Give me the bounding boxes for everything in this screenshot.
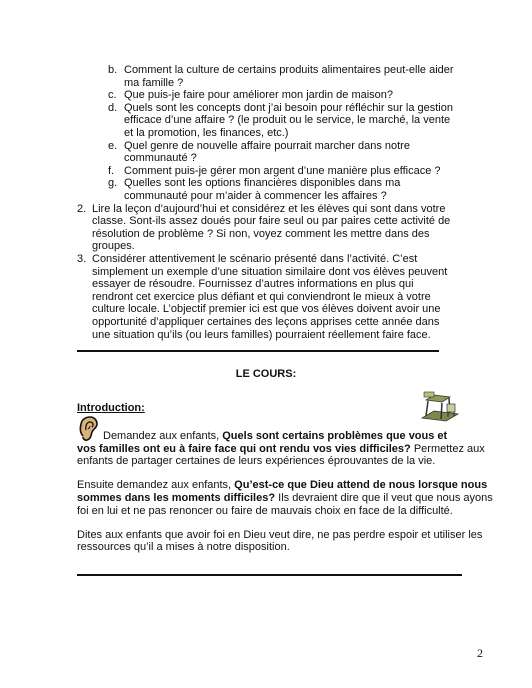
list-item-line: opportunité d’appliquer certaines des leçons apprises cette année dans: [92, 316, 440, 328]
sub-item-line: ma famille ?: [124, 76, 184, 89]
para1-line2: vos familles ont eu à faire face qui ont rendu vos vies difficiles? Permettez aux: [77, 442, 485, 455]
list-number: 2.: [77, 202, 87, 215]
list-item-line: Considérer attentivement le scénario présenté dans l’activité. C’est: [92, 253, 418, 265]
sub-item-line: Que puis-je faire pour améliorer mon jardin de maison?: [124, 89, 394, 102]
para3-line1: Dites aux enfants que avoir foi en Dieu veut dire, ne pas perdre espoir et utiliser les: [77, 528, 483, 541]
page-number: 2: [477, 646, 483, 660]
ear-icon: [78, 416, 98, 442]
sub-item-line: Quel genre de nouvelle affaire pourrait marcher dans notre: [124, 139, 410, 152]
para3-line2: ressources qu’il a mises à notre disposition.: [77, 541, 290, 554]
intro-heading: Introduction:: [77, 402, 145, 414]
sub-item-line: Quelles sont les options financières disponibles dans ma: [124, 177, 401, 190]
sub-item-letter: g.: [108, 177, 118, 190]
list-item-line: résolution de problème ? Si non, voyez comment les mettre dans des: [92, 227, 430, 240]
para1-line1: Demandez aux enfants, Quels sont certains problèmes que vous et: [103, 430, 448, 442]
para2-line2: sommes dans les moments difficiles? Ils devraient dire que il veut que nous ayons: [77, 492, 493, 504]
school-desk-icon: [420, 390, 460, 424]
list-item-line: Lire la leçon d’aujourd’hui et considérez et les élèves qui sont dans votre: [92, 202, 446, 215]
sub-item-line: Comment puis-je gérer mon argent d’une manière plus efficace ?: [124, 164, 441, 177]
sub-item-line: communauté pour m’aider à commencer les affaires ?: [124, 190, 387, 202]
list-item-line: groupes.: [92, 240, 135, 253]
list-item-line: simplement un exemple d’une situation similaire dont vos élèves peuvent: [92, 265, 448, 278]
list-number: 3.: [77, 253, 87, 265]
list-item-line: rendront cet exercice plus défiant et qui conviendront le mieux à votre: [92, 290, 431, 303]
list-item-line: culture locale. L’objectif premier ici est que vos élèves doivent avoir une: [92, 303, 441, 316]
sub-item-line: Quels sont les concepts dont j’ai besoin pour réfléchir sur la gestion: [124, 101, 453, 114]
list-item-line: essayer de résoudre. Fournissez d’autres informations en plus qui: [92, 278, 414, 291]
section-divider: [77, 350, 439, 352]
section-divider: [77, 574, 462, 576]
section-title: LE COURS:: [235, 368, 297, 380]
sub-item-letter: d.: [108, 101, 118, 114]
para2-line1: Ensuite demandez aux enfants, Qu’est-ce que Dieu attend de nous lorsque nous: [77, 479, 488, 492]
sub-item-line: Comment la culture de certains produits alimentaires peut-elle aider: [124, 64, 454, 76]
sub-item-line: efficace d’une affaire ? (le produit ou le service, le marché, la vente: [124, 114, 451, 127]
sub-item-letter: b.: [108, 64, 118, 76]
list-item-line: une situation qu’ils (ou leurs familles) pourraient réellement faire face.: [92, 328, 431, 341]
sub-item-line: et la promotion, les finances, etc.): [124, 127, 289, 139]
sub-item-letter: f.: [108, 164, 115, 177]
para2-line3: foi en lui et ne pas renoncer ou faire de mauvais choix en face de la difficulté.: [77, 504, 453, 517]
para1-line3: enfants de partager certaines de leurs expériences éprouvantes de la vie.: [77, 455, 436, 468]
sub-item-line: communauté ?: [124, 152, 197, 165]
sub-item-letter: c.: [108, 89, 117, 102]
sub-item-letter: e.: [108, 139, 118, 152]
list-item-line: classe. Sont-ils assez doués pour faire seul ou par paires cette activité de: [92, 215, 451, 228]
